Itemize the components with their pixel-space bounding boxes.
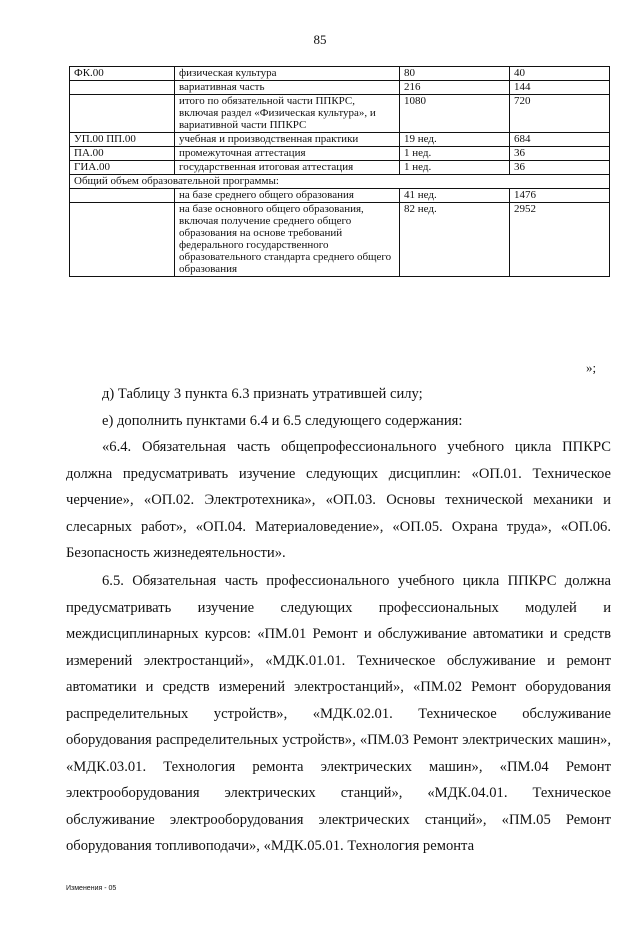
- row-hours: 40: [510, 67, 610, 81]
- row-weeks: 41 нед.: [400, 189, 510, 203]
- row-code: ГИА.00: [70, 161, 175, 175]
- table-row: [70, 67, 610, 81]
- row-name: промежуточная аттестация: [175, 147, 400, 161]
- curriculum-table: [69, 66, 610, 277]
- row-hours: 720: [510, 95, 610, 133]
- row-code: УП.00 ПП.00: [70, 133, 175, 147]
- item-d: д) Таблицу 3 пункта 6.3 признать утратившей силу;: [102, 386, 423, 402]
- row-weeks: 80: [400, 67, 510, 81]
- row-code: ПА.00: [70, 147, 175, 161]
- row-hours: 2952: [510, 203, 610, 277]
- total-heading: Общий объем образовательной программы:: [70, 175, 610, 189]
- row-weeks: 1080: [400, 95, 510, 133]
- row-code: [70, 95, 175, 133]
- table-row: [70, 175, 610, 189]
- page-number: 85: [313, 32, 327, 47]
- row-weeks: 19 нед.: [400, 133, 510, 147]
- table-row: [70, 203, 610, 277]
- paragraph-6-5: 6.5. Обязательная часть профессионального учебного цикла ППКРС должна предусматривать изучение следующих профессиональных модулей и междисциплинарных курсов: «ПМ.01 Ремонт и обслуживание автоматики и средств измерений электростанций», «МДК.01.01. Техническое обслуживание и ремонт автоматики и средств измерений электростанций», «ПМ.02 Ремонт оборудования распределительных устройств», «МДК.02.01. Техническое обслуживание оборудования распределительных устройств», «ПМ.03 Ремонт электрических машин», «МДК.03.01. Технология ремонта электрических машин», «ПМ.04 Ремонт электрооборудования электрических станций», «МДК.04.01. Техническое обслуживание электрооборудования электрических станций», «ПМ.05 Ремонт оборудования топливоподачи», «МДК.05.01. Технология ремонта: [66, 573, 611, 854]
- row-name: на базе среднего общего образования: [175, 189, 400, 203]
- row-hours: 36: [510, 147, 610, 161]
- row-name: учебная и производственная практики: [175, 133, 400, 147]
- table-row: [70, 95, 610, 133]
- row-code: ФК.00: [70, 67, 175, 81]
- row-weeks: 1 нед.: [400, 161, 510, 175]
- amendment-list: [66, 381, 611, 567]
- row-weeks: 216: [400, 81, 510, 95]
- row-code: [70, 203, 175, 277]
- paragraph-6-5-block: [66, 568, 611, 860]
- row-hours: 36: [510, 161, 610, 175]
- paragraph-6-4: «6.4. Обязательная часть общепрофессионального учебного цикла ППКРС должна предусматривать изучение следующих дисциплин: «ОП.01. Техническое черчение», «ОП.02. Электротехника», «ОП.03. Основы технической механики и слесарных работ», «ОП.04. Материаловедение», «ОП.05. Охрана труда», «ОП.06. Безопасность жизнедеятельности».: [66, 439, 611, 561]
- row-code: [70, 189, 175, 203]
- table-row: [70, 161, 610, 175]
- row-hours: 684: [510, 133, 610, 147]
- table-closing-mark: »;: [586, 360, 597, 375]
- row-name: физическая культура: [175, 67, 400, 81]
- row-name: государственная итоговая аттестация: [175, 161, 400, 175]
- row-name: итого по обязательной части ППКРС, включая раздел «Физическая культура», и вариативной части ППКРС: [175, 95, 400, 133]
- row-weeks: 82 нед.: [400, 203, 510, 277]
- row-name: на базе основного общего образования, включая получение среднего общего образования на основе требований федерального государственного образовательного стандарта среднего общего образования: [175, 203, 400, 277]
- table-row: [70, 81, 610, 95]
- footer-note: Изменения - 05: [66, 885, 117, 892]
- row-weeks: 1 нед.: [400, 147, 510, 161]
- table-row: [70, 147, 610, 161]
- table-row: [70, 133, 610, 147]
- table-row: [70, 189, 610, 203]
- row-hours: 144: [510, 81, 610, 95]
- row-hours: 1476: [510, 189, 610, 203]
- row-code: [70, 81, 175, 95]
- item-e: е) дополнить пунктами 6.4 и 6.5 следующего содержания:: [102, 412, 463, 429]
- row-name: вариативная часть: [175, 81, 400, 95]
